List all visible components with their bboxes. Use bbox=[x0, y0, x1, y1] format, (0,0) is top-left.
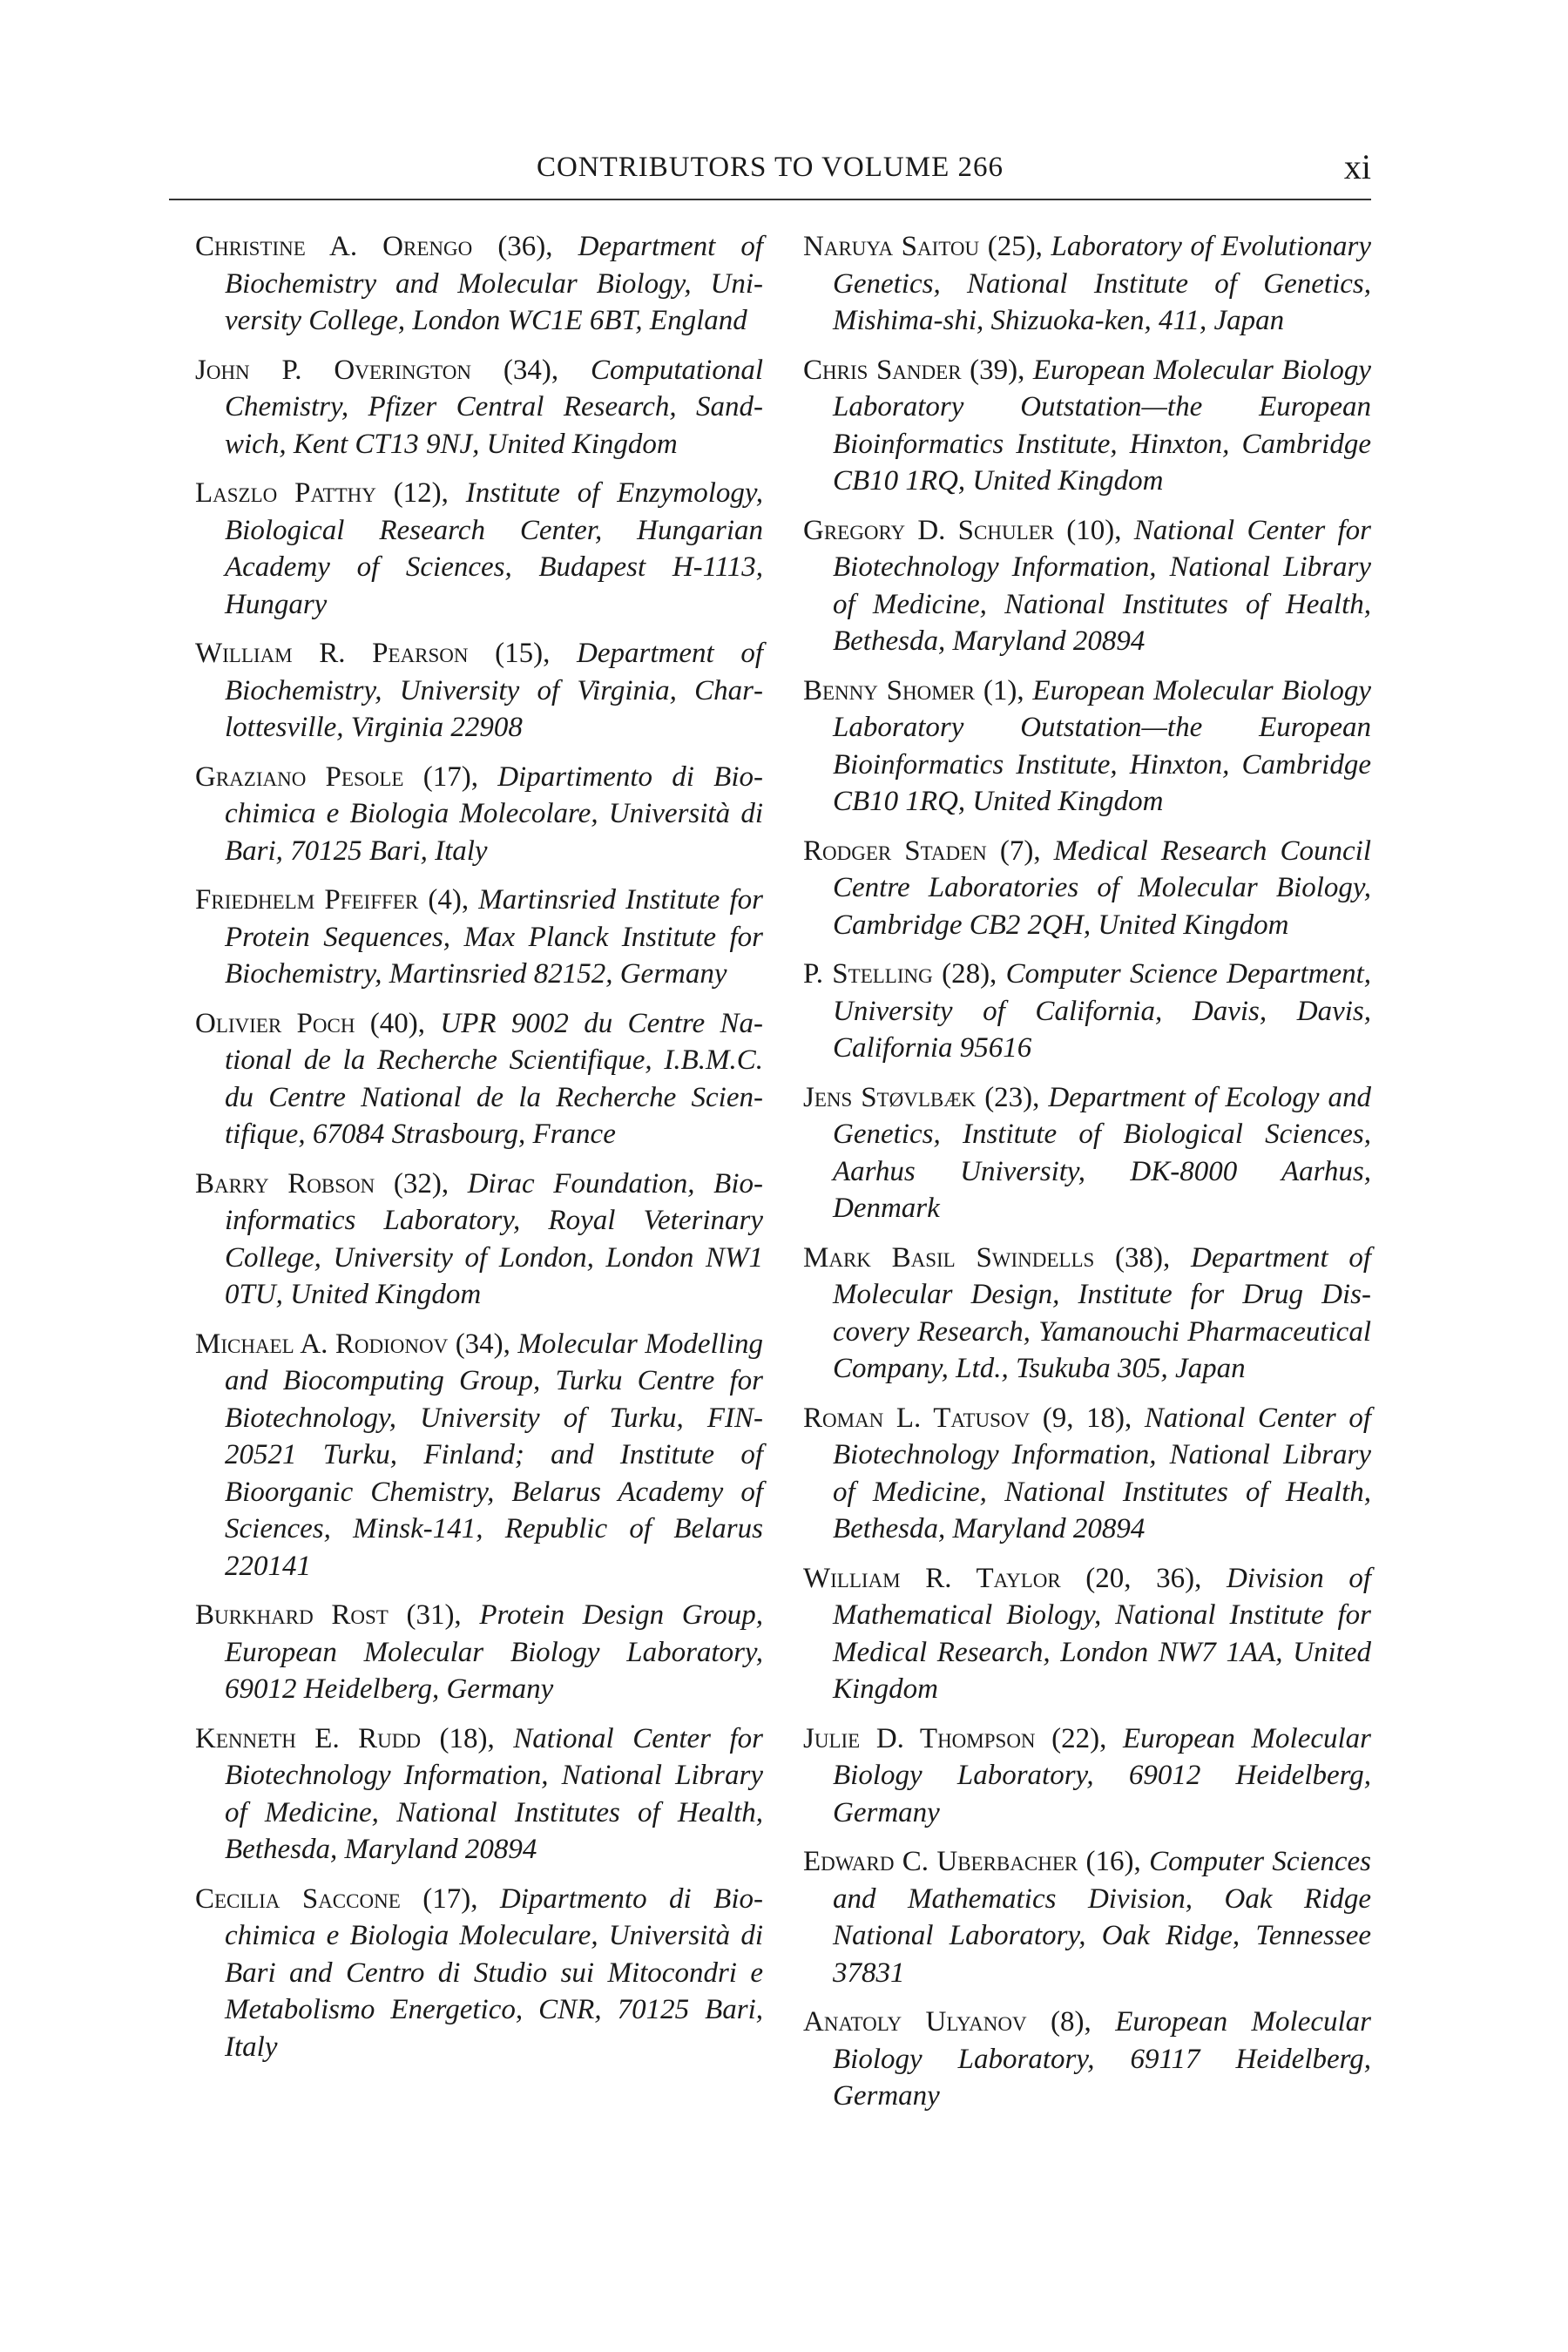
affiliation: Protein Design Group, European Molecular Biology Laboratory, 69012 Heidelberg, Germany bbox=[225, 1599, 764, 1705]
affiliation: European Molecular Biology Laboratory, 69117 Heidelberg, Germany bbox=[833, 2006, 1371, 2112]
chapter-numbers: (4), bbox=[418, 884, 479, 916]
chapter-numbers: (1), bbox=[975, 674, 1033, 706]
contributor-name: William R. Pearson bbox=[195, 638, 469, 669]
affiliation: Computer Science Department, University of California, Davis, Davis, California 95616 bbox=[833, 958, 1372, 1064]
affiliation: Computational Chemistry, Pfizer Central Research, Sandwich, Kent CT13 9NJ, United Kingdom bbox=[225, 354, 764, 460]
chapter-numbers: (31), bbox=[388, 1599, 480, 1631]
contributor-name: Gregory D. Schuler bbox=[803, 514, 1055, 546]
contributor-entry bbox=[195, 352, 763, 463]
affiliation: Laboratory of Evolutionary Genetics, National Institute of Genetics, Mishima-shi, Shizuoka-ken, 411, Japan bbox=[833, 231, 1371, 336]
affiliation: Department of Molecular Design, Institute for Drug Discovery Research, Yamanouchi Pharmaceutical Company, Ltd., Tsukuba 305, Japan bbox=[833, 1241, 1371, 1384]
contributor-name: P. Stelling bbox=[803, 958, 933, 990]
chapter-numbers: (38), bbox=[1094, 1241, 1191, 1274]
chapter-numbers: (8), bbox=[1026, 2006, 1116, 2038]
contributor-entry bbox=[195, 1881, 763, 2066]
chapter-numbers: (18), bbox=[421, 1722, 514, 1754]
affiliation: National Center for Biotechnology Information, National Library of Medicine, National Institutes of Health, Bethesda, Maryland 20894 bbox=[833, 514, 1371, 657]
affiliation: Dipartmento di Biochimica e Biologia Moleculare, Università di Bari and Centro di Studio sui Mitocondri e Metabolismo Energetico, CNR, 70125 Bari, Italy bbox=[225, 1882, 763, 2063]
affiliation: Dipartimento di Biochimica e Biologia Molecolare, Università di Bari, 70125 Bari, Italy bbox=[225, 760, 763, 867]
contributor-name: Laszlo Patthy bbox=[195, 477, 376, 509]
left-column bbox=[195, 228, 763, 2078]
contributor-entry bbox=[803, 956, 1371, 1067]
page-header bbox=[169, 146, 1371, 197]
affiliation: Division of Mathematical Biology, National Institute for Medical Research, London NW7 1AA, United Kingdom bbox=[833, 1562, 1372, 1705]
contributor-name: Kenneth E. Rudd bbox=[195, 1722, 422, 1754]
contributor-name: Edward C. Uberbacher bbox=[803, 1846, 1078, 1877]
contributor-name: Naruya Saitou bbox=[803, 231, 980, 262]
chapter-numbers: (34), bbox=[448, 1328, 518, 1360]
affiliation: Department of Biochemistry and Molecular Biology, University College, London WC1E 6BT, England bbox=[225, 231, 764, 336]
contributor-name: Anatoly Ulyanov bbox=[803, 2006, 1027, 2038]
chapter-numbers: (28), bbox=[932, 958, 1006, 990]
affiliation: Computer Sciences and Mathematics Division, Oak Ridge National Laboratory, Oak Ridge, Tennessee 37831 bbox=[833, 1846, 1372, 1989]
contributor-name: Chris Sander bbox=[803, 354, 962, 386]
contributor-entry bbox=[195, 228, 763, 340]
contributor-entry bbox=[803, 833, 1371, 944]
affiliation: European Molecular Biology Laboratory Outstation—the European Bioinformatics Institute, Hinxton, Cambridge CB10 1RQ, United Kingdom bbox=[833, 674, 1372, 817]
chapter-numbers: (9, 18), bbox=[1030, 1402, 1145, 1434]
affiliation: European Molecular Biology Laboratory Outstation—the European Bioinformatics Institute, Hinxton, Cambridge CB10 1RQ, United Kingdom bbox=[833, 354, 1371, 497]
header-rule bbox=[169, 199, 1371, 200]
chapter-numbers: (25), bbox=[979, 231, 1051, 262]
chapter-numbers: (16), bbox=[1078, 1846, 1150, 1877]
affiliation: Institute of Enzymology, Biological Research Center, Hungarian Academy of Sciences, Budapest H-1113, Hungary bbox=[225, 477, 763, 620]
chapter-numbers: (15), bbox=[468, 638, 578, 669]
chapter-numbers: (39), bbox=[961, 354, 1033, 386]
affiliation: Department of Biochemistry, University of Virginia, Charlottesville, Virginia 22908 bbox=[225, 638, 763, 743]
contributor-entry bbox=[195, 1326, 763, 1585]
chapter-numbers: (10), bbox=[1054, 514, 1134, 546]
contributor-name: Cecilia Saccone bbox=[195, 1882, 401, 1915]
chapter-numbers: (32), bbox=[375, 1167, 468, 1200]
chapter-numbers: (20, 36), bbox=[1060, 1562, 1227, 1594]
affiliation: Molecular Modelling and Biocomputing Group, Turku Centre for Biotechnology, University of Turku, FIN-20521 Turku, Finland; and Institute of Bioorganic Chemistry, Belarus Academy of Sciences, Minsk-141, Republic of Belarus 220141 bbox=[225, 1328, 763, 1582]
contributor-entry bbox=[803, 1843, 1371, 1991]
affiliation: Dirac Foundation, Bioinformatics Laboratory, Royal Veterinary College, University of London, London NW1 0TU, United Kingdom bbox=[225, 1167, 763, 1310]
contributor-name: Julie D. Thompson bbox=[803, 1722, 1036, 1754]
contributor-name: William R. Taylor bbox=[803, 1562, 1061, 1594]
chapter-numbers: (7), bbox=[986, 835, 1054, 867]
contributor-name: Jens Støvlbæk bbox=[803, 1081, 977, 1113]
contributor-name: Friedhelm Pfeiffer bbox=[195, 884, 419, 916]
chapter-numbers: (17), bbox=[400, 1882, 500, 1915]
contributor-entry bbox=[195, 1166, 763, 1314]
right-column bbox=[803, 228, 1371, 2127]
contributor-name: Burkhard Rost bbox=[195, 1599, 389, 1631]
contributor-name: Graziano Pesole bbox=[195, 760, 404, 793]
contributor-name: Rodger Staden bbox=[803, 835, 987, 867]
contributor-name: Roman L. Tatusov bbox=[803, 1402, 1031, 1434]
contributor-entry bbox=[195, 1597, 763, 1708]
contributor-entry bbox=[195, 1720, 763, 1869]
chapter-numbers: (22), bbox=[1035, 1722, 1123, 1754]
contributor-entry bbox=[803, 512, 1371, 660]
contributor-entry bbox=[195, 635, 763, 747]
contributor-entry bbox=[803, 352, 1371, 500]
contributor-entry bbox=[803, 1240, 1371, 1388]
running-title: CONTRIBUTORS TO VOLUME 266 bbox=[536, 152, 1004, 183]
contributor-entry bbox=[195, 759, 763, 870]
contributor-entry bbox=[803, 1079, 1371, 1227]
contributor-entry bbox=[195, 882, 763, 993]
chapter-numbers: (40), bbox=[355, 1007, 441, 1039]
page-number: xi bbox=[1343, 147, 1371, 186]
contributor-name: Benny Shomer bbox=[803, 674, 976, 706]
contributor-name: Michael A. Rodionov bbox=[195, 1328, 449, 1360]
contributor-entry bbox=[803, 672, 1371, 821]
affiliation: National Center of Biotechnology Information, National Library of Medicine, National Institutes of Health, Bethesda, Maryland 20894 bbox=[833, 1402, 1371, 1544]
contributor-entry bbox=[803, 228, 1371, 340]
contributor-entry bbox=[803, 1720, 1371, 1832]
contributor-entry bbox=[803, 2004, 1371, 2115]
contributor-name: Christine A. Orengo bbox=[195, 231, 473, 262]
chapter-numbers: (34), bbox=[470, 354, 591, 386]
affiliation: Martinsried Institute for Protein Sequences, Max Planck Institute for Biochemistry, Martinsried 82152, Germany bbox=[225, 884, 763, 990]
affiliation: National Center for Biotechnology Information, National Library of Medicine, National Institutes of Health, Bethesda, Maryland 20894 bbox=[225, 1722, 763, 1865]
chapter-numbers: (36), bbox=[472, 231, 578, 262]
contributor-entry bbox=[195, 1005, 763, 1153]
affiliation: UPR 9002 du Centre National de la Recherche Scientifique, I.B.M.C. du Centre National de la Recherche Scientifique, 67084 Strasbourg, France bbox=[225, 1007, 764, 1150]
contributor-entry bbox=[195, 475, 763, 623]
affiliation: Medical Research Council Centre Laboratories of Molecular Biology, Cambridge CB2 2QH, United Kingdom bbox=[833, 835, 1372, 941]
affiliation: European Molecular Biology Laboratory, 69012 Heidelberg, Germany bbox=[833, 1722, 1371, 1828]
affiliation: Department of Ecology and Genetics, Institute of Biological Sciences, Aarhus University, DK-8000 Aarhus, Denmark bbox=[833, 1081, 1371, 1224]
contributor-entry bbox=[803, 1560, 1371, 1708]
contributor-name: John P. Overington bbox=[195, 354, 471, 386]
contributor-entry bbox=[803, 1400, 1371, 1548]
contributor-name: Mark Basil Swindells bbox=[803, 1241, 1095, 1274]
chapter-numbers: (17), bbox=[403, 760, 498, 793]
chapter-numbers: (12), bbox=[375, 477, 466, 509]
contributor-name: Barry Robson bbox=[195, 1167, 375, 1200]
chapter-numbers: (23), bbox=[976, 1081, 1049, 1113]
contributor-name: Olivier Poch bbox=[195, 1007, 355, 1039]
